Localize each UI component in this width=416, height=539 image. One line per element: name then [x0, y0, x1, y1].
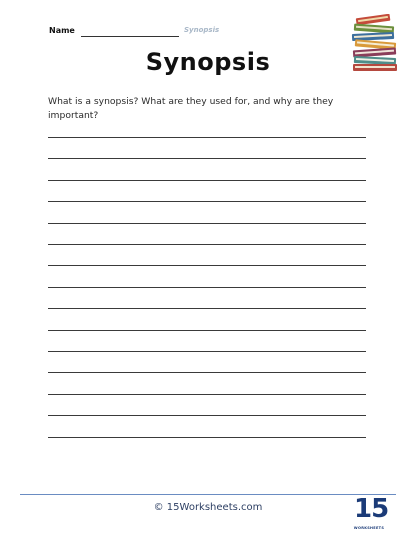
writing-line[interactable] — [48, 265, 366, 266]
name-label: Name — [49, 26, 75, 35]
writing-line[interactable] — [48, 308, 366, 309]
writing-line[interactable] — [48, 180, 366, 181]
writing-line[interactable] — [48, 137, 366, 138]
writing-line[interactable] — [48, 244, 366, 245]
writing-line[interactable] — [48, 330, 366, 331]
writing-line[interactable] — [48, 351, 366, 352]
site-logo — [353, 494, 389, 536]
writing-line[interactable] — [48, 158, 366, 159]
answer-writing-area[interactable] — [48, 137, 366, 477]
writing-line[interactable] — [48, 223, 366, 224]
writing-line[interactable] — [48, 415, 366, 416]
writing-line[interactable] — [48, 287, 366, 288]
logo-word: WORKSHEETS — [353, 526, 385, 530]
writing-line[interactable] — [48, 201, 366, 202]
name-field-line[interactable] — [81, 36, 179, 37]
question-prompt: What is a synopsis? What are they used for, and why are they important? — [48, 96, 334, 121]
page-title: Synopsis — [145, 48, 271, 76]
logo-number: 15 — [354, 494, 389, 524]
writing-line[interactable] — [48, 394, 366, 395]
writing-line[interactable] — [48, 372, 366, 373]
footer-copyright: © 15Worksheets.com — [153, 502, 263, 513]
footer-divider — [20, 494, 396, 495]
header-topic: Synopsis — [184, 26, 220, 34]
writing-line[interactable] — [48, 437, 366, 438]
